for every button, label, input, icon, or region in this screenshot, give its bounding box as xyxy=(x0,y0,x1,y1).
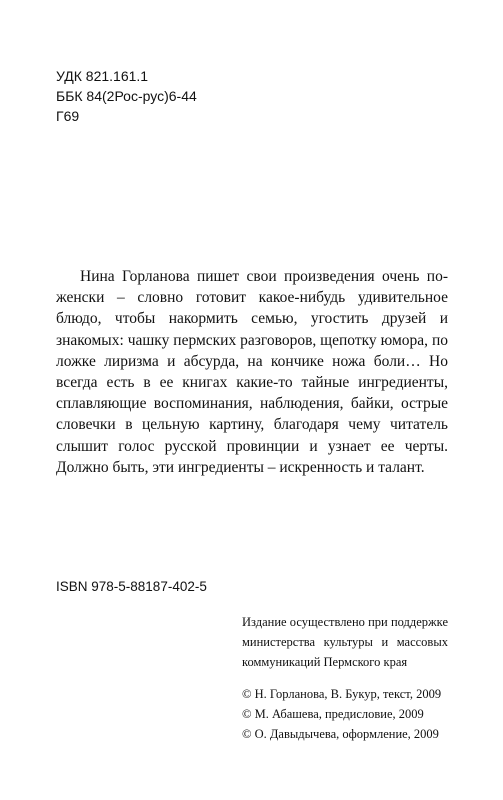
support-note-line: коммуникаций Пермского края xyxy=(242,655,408,669)
copyright-line: © О. Давыдычева, оформление, 2009 xyxy=(242,727,439,741)
author-mark: Г69 xyxy=(56,108,80,124)
udk-code: УДК 821.161.1 xyxy=(56,68,149,84)
bibliographic-classification xyxy=(56,66,197,126)
support-note-line: министерства культуры и массовых xyxy=(242,635,448,649)
copyright-block xyxy=(242,684,452,744)
isbn-number: ISBN 978-5-88187-402-5 xyxy=(56,579,207,594)
publication-support-note xyxy=(242,612,448,672)
book-annotation xyxy=(56,266,448,478)
bbk-code: ББК 84(2Рос-рус)6-44 xyxy=(56,88,197,104)
annotation-paragraph: Нина Горланова пишет свои произведения очень по-женски – словно готовит какое-нибудь удивительное блюдо, чтобы накормить семью, угостить друзей и знакомых: чашку пермских разговоров, щепотку юмора, по ложке лиризма и абсурда, на кончике ножа боли… Но всегда есть в ее книгах какие-то тайные ингредиенты, сплавляющие воспоминания, наблюдения, байки, острые словечки в цельную картину, благодаря чему читатель слышит голос русской провинции и узнает ее черты. Должно быть, эти ингредиенты – искренность и талант. xyxy=(56,268,448,476)
support-note-line: Издание осуществлено при поддержке xyxy=(242,615,448,629)
copyright-line: © Н. Горланова, В. Букур, текст, 2009 xyxy=(242,687,442,701)
copyright-line: © М. Абашева, предисловие, 2009 xyxy=(242,707,424,721)
